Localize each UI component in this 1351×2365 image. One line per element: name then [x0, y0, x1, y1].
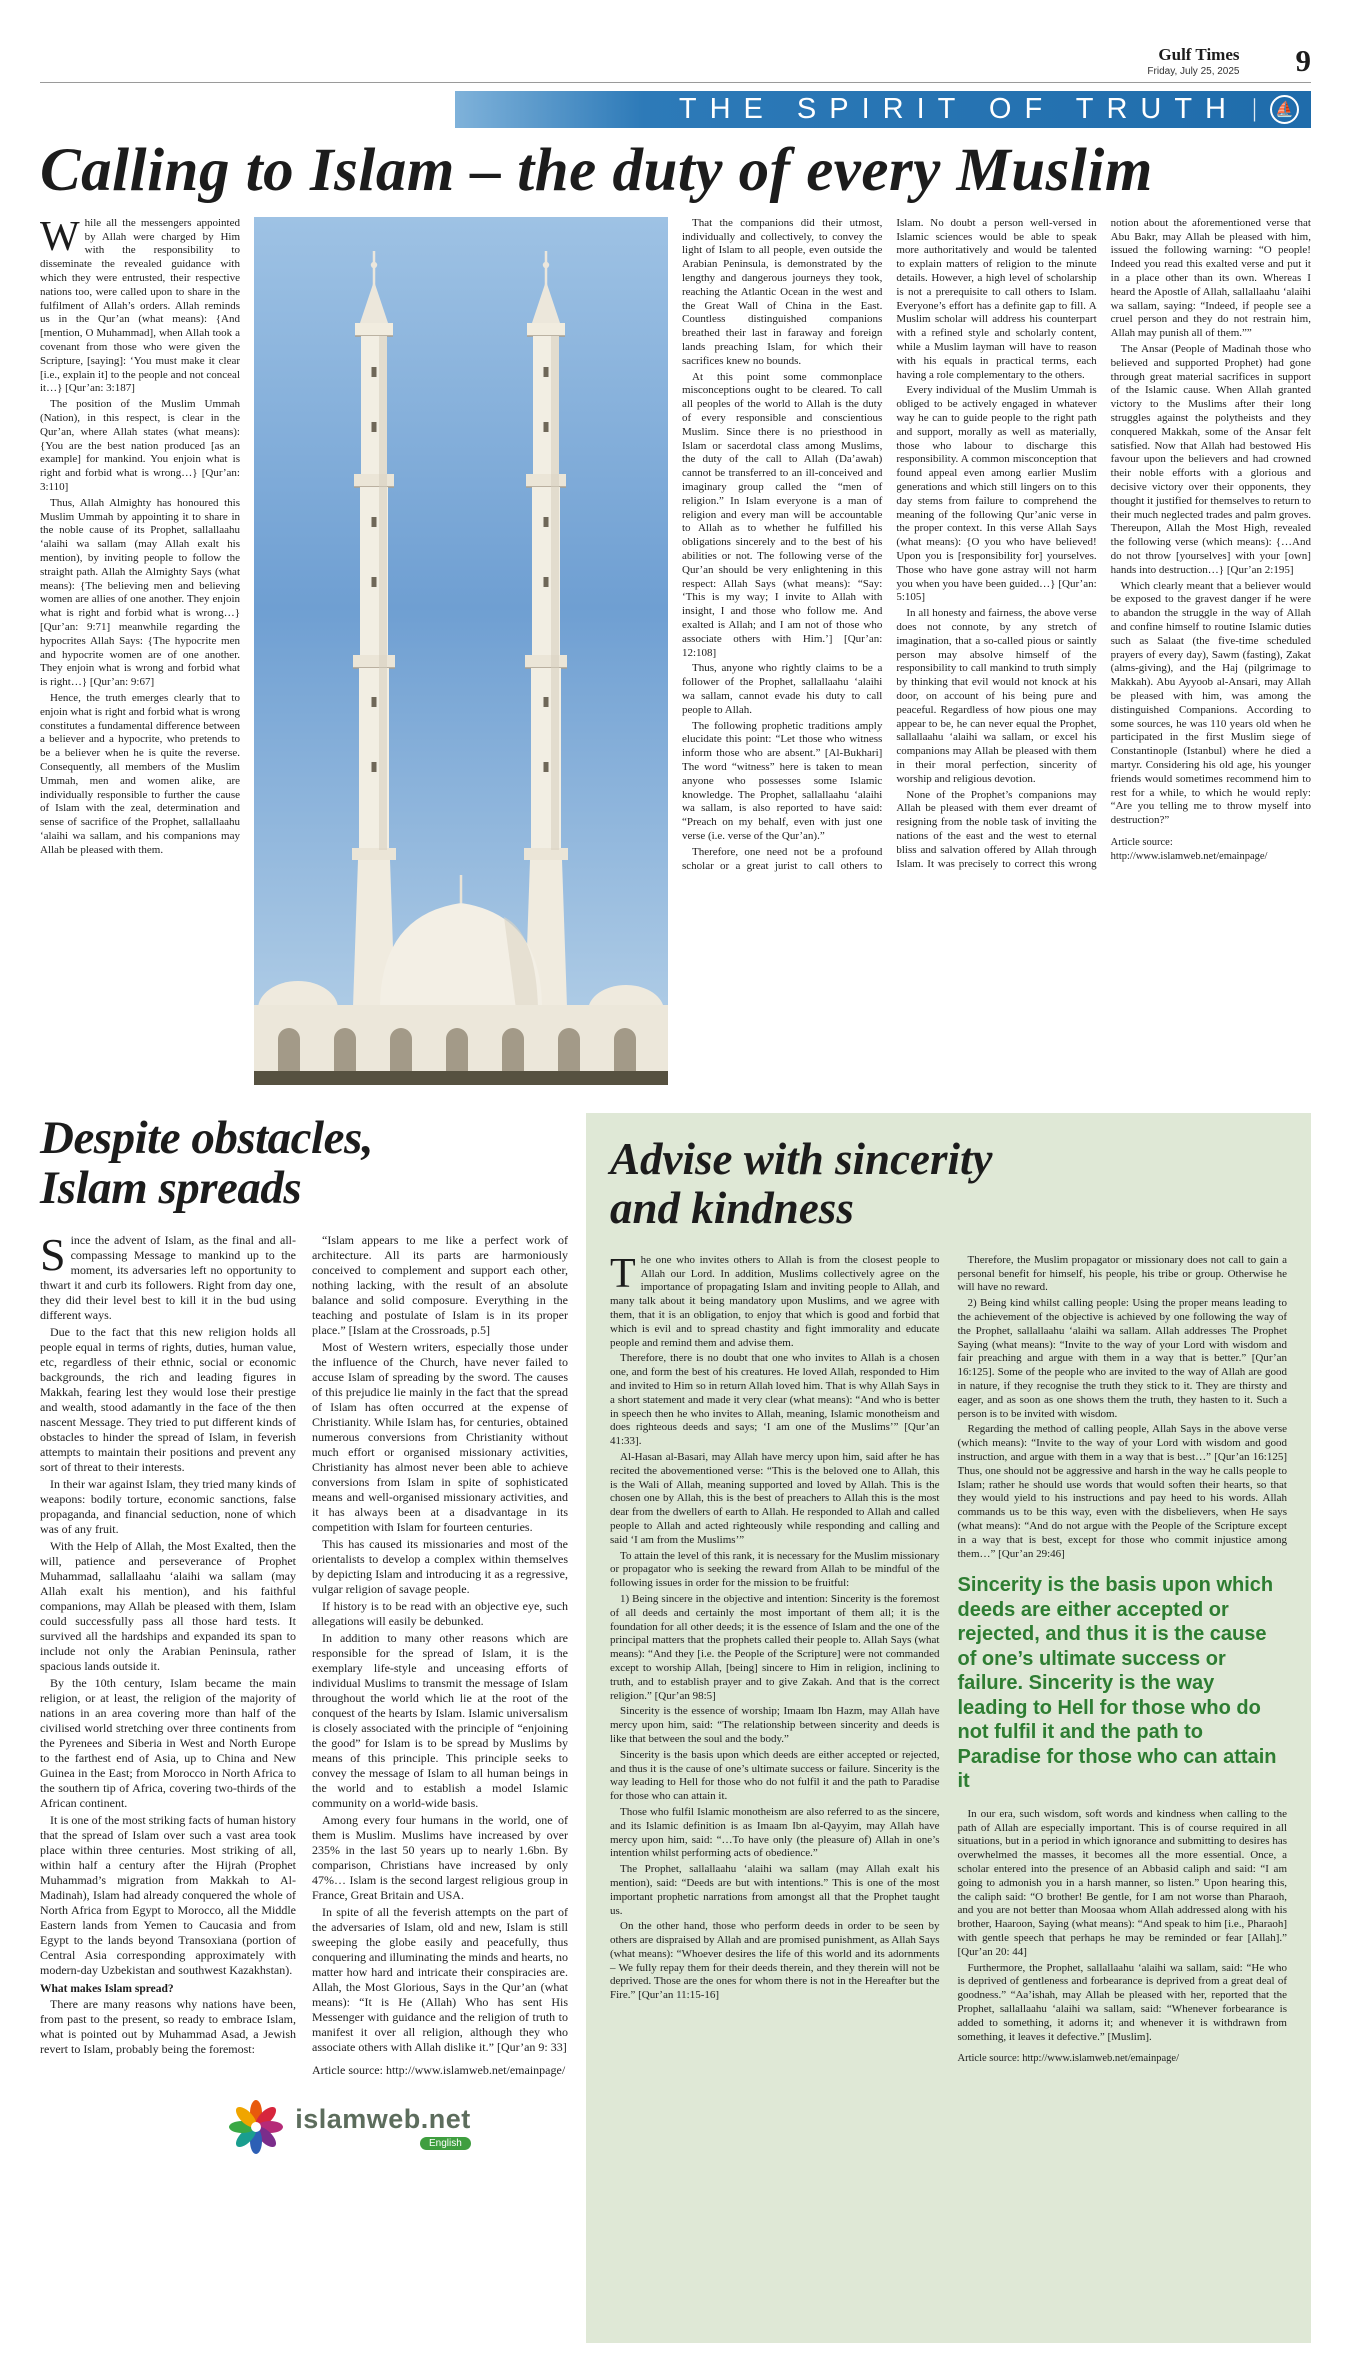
- paragraph: Therefore, there is no doubt that one who invites to Allah is a chosen one, and form the best of his creatures. He loved Allah, responded to Him and invited to Him so in return Allah loved him. That is why Allah Says in a short statement and made it very clear (what means): “And who is better in speech then he who invites to Allah, meaning, Islamic monotheism and does righteous deeds and says; ‘I am one of the Muslims’” [Qur’an 41:33].: [610, 1352, 940, 1448]
- paragraph-list: [610, 1352, 940, 2003]
- paragraph: That the companions did their utmost, individually and collectively, to convey the light of Islam to all people, even outside the Arabian Peninsula, is demonstrated by the lengthy and dangerous journeys they took, reaching the Atlantic Ocean in the west and the Great Wall of China in the East. Countless distinguished companions breathed their last in faraway and foreign lands preaching Islam, for which their sacrifices knew no bounds.: [682, 216, 883, 367]
- paragraph: In addition to many other reasons which are responsible for the spread of Islam, it is the exemplary life-style and unceasing efforts of individual Muslims to transmit the message of Islam throughout the world which lie at the root of the conquest of the hearts by Islam. Islamic universalism is closely associated with the principle of “enjoining the good” for Islam is to be spread by Muslims by means of this principle. This principle seeks to convey the message of Islam to all human beings in the world and to establish a model Islamic community on a world-wide basis.: [312, 1631, 568, 1811]
- section-title: THE SPIRIT OF TRUTH: [678, 92, 1239, 125]
- paper-date: Friday, July 25, 2025: [1147, 65, 1240, 77]
- lead-paragraph: [610, 1250, 940, 1351]
- banner-divider: |: [1251, 95, 1257, 123]
- paragraph: 1) Being sincere in the objective and intention: Sincerity is the foremost of all deeds and certainly the most important of them all; it is the foundation for all other deeds; it is the essence of Islam and the one of the principal matters that the prophets called their people to. Allah Says (what means): “And they [i.e. the People of the Scripture] were not commanded except to worship Allah, [being] sincere to Him in religion, inclining to truth, and to establish prayer and to give Zakah. And that is the correct religion.” [Qur’an 98:5]: [610, 1592, 940, 1702]
- paragraph: 2) Being kind whilst calling people: Using the proper means leading to the achievement of the objective is achieved by one following the way of the Prophet, sallallaahu ‘alaihi wa sallam. Allah addresses The Prophet Saying (what means): “Invite to the way of your Lord with wisdom and fair preaching and argue with them in a way that is better.” [Qur’an 16:125]. Some of the people who are invited to the way of Allah are good in nature, if they recognise the truth they stick to it. They are thirsty and eager, and as soon as one shows them the truth, they hasten to it. Such a person is to be invited with wisdom.: [957, 1297, 1287, 1420]
- sincerity-column-2: [958, 1254, 1288, 2068]
- sincerity-column-1: [610, 1250, 940, 2068]
- islamweb-logo: [227, 2098, 471, 2156]
- sincerity-article-panel: [586, 1113, 1311, 2343]
- masthead: [1147, 46, 1239, 77]
- paragraph: Those who fulfil Islamic monotheism are also referred to as the sincere, and its Islamic definition is as Imaam Ibn al-Qayyim, may Allah have mercy upon him, said: “…To have only (the pleasure of) Allah in one’s intention whilst performing acts of obedience.”: [610, 1805, 940, 1860]
- logo-text-block: [295, 2104, 471, 2150]
- paragraph: The Ansar (People of Madinah those who believed and supported Prophet) had gone through great material sacrifices in support of the Islamic cause. When Allah granted victory to the Muslims after their long struggles against the polytheists and they conquered Makkah, some of the Ansar felt satisfied. Now that Allah had bestowed His favour upon the believers and had crowned their noble efforts with a glorious and decisive victory over their opponents, they thought it justified for themselves to return to their much neglected trades and palm groves. Thereupon, Allah the Most High, revealed the following verse (which means): {…And do not throw [yourselves] with your [own] hands into destruction…} [Qur’an 2:195]: [1110, 343, 1311, 576]
- paragraph-list: [40, 398, 240, 857]
- banner-spacer: [40, 91, 455, 128]
- paragraph: Therefore, one need not be a profound scholar or a great jurist to call others to Islam. No doubt a person well-versed in Islamic sciences would be able to speak more authoritatively and would be talented to explain matters of religion to the minute details. However, a high level of scholarship is not a prerequisite to call others to Islam. Everyone’s effort has a definite gap to fill. A Muslim scholar will address his counterpart with a refined style and scholarly content, while a Muslim layman will have to reason with his equals in practical terms, each having a role complementary to the others.: [682, 216, 1097, 872]
- paragraph-list: [958, 1254, 1288, 1562]
- dhow-sailboat-icon: ⛵: [1270, 95, 1299, 124]
- paragraph: To attain the level of this rank, it is necessary for the Muslim missionary or propagator who is seeking the reward from Allah to be mindful of the following issues in order for the mission to be fruitful:: [610, 1549, 940, 1590]
- paragraph: In their war against Islam, they tried many kinds of weapons: bodily torture, economic sanctions, false propaganda, and financial seduction, none of which was of any fruit.: [40, 1477, 296, 1537]
- page-header: [40, 0, 1311, 83]
- paragraph: Thus, Allah Almighty has honoured this Muslim Ummah by appointing it to share in the noble cause of its Prophet, sallallaahu ‘alaihi wa sallam (may Allah exalt his mention), by inviting people to follow the straight path. Allah the Almighty Says (what means): {The believing men and believing women are allies of one another. They enjoin what is right and forbid what is wrong…} [Qur’an: 9:71] meanwhile regarding the hypocrites Allah Says: {The hypocrite men and hypocrite women are of one another. They enjoin what is wrong and forbid what is right…} [Qur’an: 9:67]: [40, 496, 240, 689]
- paragraph: Every individual of the Muslim Ummah is obliged to be actively engaged in whatever way he can to guide people to the right path and support, morally as well as materially, those who labour to discharge this responsibility. A common misconception that found appeal even among earlier Muslim generations and which still lingers on to this day stems from failure to comprehend the meaning of the following Qur’anic verse in the proper context. In this verse Allah Says (what means): {O you who have believed! Upon you is [responsibility for] yourselves. Those who have gone astray will not harm you when you have been guided…} [Qur’an: 5:105]: [896, 384, 1097, 604]
- paragraph: In our era, such wisdom, soft words and kindness when calling to the path of Allah are especially important. This is of course required in all situations, but in a period in which ignorance and submitting to desires has overwhelmed the masses, it becomes all the more essential. Once, a scholar entered into the presence of an Abbasid caliph and said: “I am going to admonish you in a harsh manner, so listen.” Upon hearing this, the caliph said: “O brother! Be gentle, for I am not worse than Pharaoh, and you are not better than Moosaa whom Allah addressed along with his brother, Haaroon, Saying (what means): “And speak to him [i.e., Pharaoh] with gentle speech that perhaps he may be reminded or fear [Allah].” [Qur’an 20: 44]: [957, 1807, 1287, 1958]
- second-article: [40, 1113, 568, 2343]
- main-article: [40, 217, 1311, 1085]
- islamweb-pinwheel-icon: [227, 2098, 285, 2156]
- sincerity-headline: Advise with sincerity and kindness: [610, 1133, 993, 1234]
- second-article-columns: [40, 1229, 568, 2078]
- paragraph: Furthermore, the Prophet, sallallaahu ‘alaihi wa sallam, said: “He who is deprived of gentleness and forbearance is deprived from a great deal of goodness.” “Aa’ishah, may Allah be pleased with her, reported that the Prophet, sallallaahu ‘alaihi wa sallam, said: “Whenever forbearance is added to something, it adorns it; and whenever it is withdrawn from something, it leaves it defective.” [Muslim].: [957, 1961, 1287, 2043]
- mosque-minarets-photo: [254, 217, 668, 1085]
- page-number: 9: [1295, 43, 1311, 78]
- paragraph: Thus, anyone who rightly claims to be a follower of the Prophet, sallallaahu ‘alaihi wa sallam, cannot evade his duty to call people to Allah.: [682, 662, 883, 716]
- lead-paragraph: [40, 1229, 296, 1323]
- paragraph: With the Help of Allah, the Most Exalted, then the will, patience and perseverance of Prophet Muhammad, sallallaahu ‘alaihi wa sallam (may Allah exalt his mention), and his faithful companions, may Allah be pleased with them, Islam could successfully pass all those hard tests. It survived all the hardships and expanded its span to include not only the Arabian Peninsula, rather spacious lands outside it.: [40, 1539, 296, 1674]
- main-headline: Calling to Islam – the duty of every Muslim: [40, 136, 1153, 204]
- paragraph-list: [40, 1325, 296, 1978]
- second-headline: Despite obstacles, Islam spreads: [40, 1111, 373, 1215]
- subhead: What makes Islam spread?: [40, 1983, 174, 1996]
- paragraph: There are many reasons why nations have been, from past to the present, so ready to embrace Islam, what is pointed out by Muhammad Asad, a Jewish revert to Islam, probably being the foremost:: [40, 1997, 296, 2057]
- drop-cap: T: [610, 1250, 636, 1297]
- lead-paragraph: [40, 217, 240, 396]
- paragraph: At this point some commonplace misconceptions ought to be cleared. To call all peoples of the world to Allah is the duty of every responsible and conscientious Muslim. Since there is no priesthood in Islam or sacerdotal class among Muslims, the duty of the call to Allah (Da’awah) cannot be transferred to an ill-conceived and imaginary group called the “men of religion.” In Islam everyone is a man of religion and every man will be accountable to Allah as to whether he fulfilled his obligations sincerely and to the best of his abilities or not. The following verse of the Qur’an should be very enlightening in this respect: Allah Says (what means): “Say: ‘This is my way; I invite to Allah with insight, I and those who follow me. And exalted is Allah; and I am not of those who associate others with Him.’] [Qur’an: 12:108]: [682, 370, 883, 659]
- paragraph: Due to the fact that this new religion holds all people equal in terms of rights, duties, human value, etc, regardless of their ethnic, social or economic backgrounds, the rich and leading figures in Makkah, fearing lest they would lose their prestige and wealth, stood adamantly in the face of the then nascent Message. They tried to put different kinds of obstacles to hinder the spread of Islam, in feverish attempts to maintain their positions and prevent any sort of threat to their interests.: [40, 1325, 296, 1475]
- paragraph: The Prophet, sallallaahu ‘alaihi wa sallam (may Allah exalt his mention), said: “Deeds are but with intentions.” This is one of the most important prophetic narrations from amongst all that the Prophet taught us.: [610, 1863, 940, 1917]
- logo-row: [40, 2098, 568, 2156]
- lead-text: he one who invites others to Allah is from the closest people to Allah our Lord. In addition, Muslims collectively agree on the importance of propagating Islam and inviting people to Allah, and many talk about it being mandatory upon Muslims, and we agree with them, that it is an obligation, to enjoy that which is good and forbid that which is evil and to spread chastity and fight immorality and educate people and remind them and advise them.: [610, 1253, 940, 1349]
- paragraph: Al-Hasan al-Basari, may Allah have mercy upon him, said after he has recited the abovementioned verse: “This is the beloved one to Allah, this is the Wali of Allah, meaning supported and loved by Allah. This is the chosen one by Allah, this is the best of preachers to Allah this is the most dear from the dwellers of earth to Allah. He responded to Allah and called people to Allah and acted righteously while responding and calling and said ‘I am from the Muslims’”: [610, 1451, 940, 1546]
- paragraph: In spite of all the feverish attempts on the part of the adversaries of Islam, old and new, Islam is still sweeping the globe easily and peacefully, thus conquering and illuminating the minds and hearts, no matter how hard and intricate their conspiracies are. Allah, the Most Glorious, Says in the Qur’an (what means): “It is He (Allah) Who has sent His Messenger with guidance and the religion of truth to manifest it over all religion, although they who associate others with Allah dislike it.” [Qur’an 9: 33]: [312, 1905, 568, 2055]
- paragraph: Therefore, the Muslim propagator or missionary does not call to gain a personal benefit for himself, his people, his tribe or group. Otherwise he will have no reward.: [957, 1253, 1287, 1294]
- lead-text: hile all the messengers appointed by Allah were charged by Him with the responsibility to disseminate the revealed guidance with which they were entrusted, their respective nations too, were called upon to share in the fulfilment of Allah’s orders. Allah reminds us in the Qur’an (what means): {And [mention, O Muhammad], when Allah took a covenant from those who were given the Scripture, [saying]: ‘You must make it clear [i.e., explain it] to the people and not conceal it…} [Qur’an: 3:187]: [40, 216, 240, 395]
- section-banner-row: [40, 91, 1311, 128]
- paragraph: It is one of the most striking facts of human history that the spread of Islam over such a vast area took place within three centuries. Most striking of all, within half a century after the Hijrah (Prophet Muhammad’s migration from Makkah to Al-Madinah), Islam had already conquered the whole of North Africa from Egypt to Morocco, all the Middle Eastern lands from Yemen to Caucasia and from Egypt to the lands beyond Transoxiana (portion of Central Asia corresponding approximately with modern-day Uzbekistan and southwest Kazakhstan).: [40, 1813, 296, 1978]
- article-source: Article source: http://www.islamweb.net/emainpage/: [957, 2053, 1180, 2065]
- sincerity-article-columns: [610, 1250, 1287, 2068]
- section-banner: [455, 91, 1311, 128]
- paragraph: This has caused its missionaries and most of the orientalists to develop a complex within themselves by depicting Islam and introducing it as a regressive, vulgar religion of savage people.: [312, 1537, 568, 1597]
- article-source: Article source: http://www.islamweb.net/emainpage/: [1110, 836, 1268, 862]
- paragraph: If history is to be read with an objective eye, such allegations will easily be debunked.: [312, 1599, 568, 1629]
- paragraph: By the 10th century, Islam became the main religion, or at least, the religion of the majority of nations in an area covering more than half of the civilised world stretching over three continents from the Pyrenees and Siberia in West and North Europe to the farthest end of Asia, up to China and New Guinea in the East; from Morocco in North Africa to the southern tip of Africa, covering two-thirds of the African continent.: [40, 1676, 296, 1811]
- paragraph: The position of the Muslim Ummah (Nation), in this respect, is clear in the Qur’an, where Allah states (what means): {You are the best nation produced [as an example] for mankind. You enjoin what is right and forbid what is wrong…} [Qur’an: 3:110]: [40, 398, 240, 493]
- paragraph: Sincerity is the basis upon which deeds are either accepted or rejected, and thus it is the cause of one’s ultimate success or failure. Sincerity is the way leading to Hell for those who do not fulfil it and the path to Paradise for those who can attain it.: [610, 1748, 940, 1803]
- paragraph-list: [682, 217, 1311, 873]
- paragraph: On the other hand, those who perform deeds in order to be seen by others are dispraised by Allah and are promised punishment, as Allah Says (what means): “Whoever desires the life of this world and its adornments – We fully repay them for their deeds therein, and they therein will not be deprived. Those are the ones for whom there is not in the Hereafter but the Fire.” [Qur’an 11:15-16]: [610, 1920, 940, 2002]
- paragraph: “Islam appears to me like a perfect work of architecture. All its parts are harmoniously conceived to complement and support each other, nothing lacking, with the result of an absolute balance and solid composure. Everything in the teaching and postulate of Islam is in its proper place.” [Islam at the Crossroads, p.5]: [312, 1233, 568, 1338]
- paragraph: Among every four humans in the world, one of them is Muslim. Muslims have increased by over 235% in the last 50 years up to nearly 1.6bn. By comparison, Christians have increased by only 47%… Islam is the second largest religious group in France, Great Britain and USA.: [312, 1813, 568, 1903]
- paper-name: Gulf Times: [1158, 45, 1240, 64]
- main-article-columns: [682, 217, 1311, 1085]
- main-article-column-1: [40, 217, 240, 1085]
- drop-cap: W: [40, 216, 80, 260]
- logo-language-badge: English: [420, 2137, 471, 2150]
- drop-cap: S: [40, 1229, 66, 1281]
- paragraph: The following prophetic traditions amply elucidate this point: “Let those who witness inform those who are absent.” [Al-Bukhari] The word “witness” here is taken to mean anyone who possesses some Islamic knowledge. The Prophet, sallallaahu ‘alaihi wa sallam, is also reported to have said: “Preach on my behalf, even with just one verse (i.e. verse of the Qur’an).”: [682, 719, 883, 842]
- pull-quote: Sincerity is the basis upon which deeds are either accepted or rejected, and thus it is the cause of one’s ultimate success or failure. Sincerity is the way leading to Hell for those who do not fulfil it and the path to Paradise for those who can attain it: [957, 1574, 1277, 1793]
- paragraph: In all honesty and fairness, the above verse does not connote, by any stretch of imagination, that a so-called pious or saintly person may absolve himself of the responsibility to call mankind to truth simply by thinking that evil would not knock at his door, on account of his being pure and peaceful. Regardless of how pious one may appear to be, he can never equal the Prophet, sallallaahu ‘alaihi wa sallam, or excel his companions may Allah be pleased with them in their moral perfection, sincerity of worship and religious devotion.: [896, 607, 1097, 785]
- paragraph: Which clearly meant that a believer would be exposed to the gravest danger if he were to abandon the struggle in the way of Allah and confine himself to routine Islamic duties such as Salaat (the five-time scheduled prayers of every day), Sawm (fasting), Zakat (alms-giving), and the Haj (pilgrimage to Makkah). Abu Ayyoob al-Ansari, may Allah be pleased with him, was among the distinguished Companions. According to some sources, he was 110 years old when he participated in the first Muslim siege of Constantinople (Istanbul) where he died a martyr. Considering his old age, his younger friends would sometimes recommend him to rest for a while, to which he would reply: “Are you telling me to throw myself into destruction?”: [1110, 579, 1311, 827]
- logo-brand: islamweb.net: [295, 2104, 471, 2135]
- lead-text: ince the advent of Islam, as the final and all-compassing Message to mankind up to the moment, its adversaries left no opportunity to thwart it and curb its followers. Right from day one, they did their level best to kill it in the bud using different ways.: [40, 1233, 296, 1323]
- paragraph: Sincerity is the essence of worship; Imaam Ibn Hazm, may Allah have mercy upon him, said: “The relationship between sincerity and deeds is like that between the soul and the body.”: [610, 1705, 940, 1745]
- paragraph: Hence, the truth emerges clearly that to enjoin what is right and forbid what is wrong constitutes a fundamental difference between a believer and a hypocrite, who pretends to be a believer when he is quite the reverse. Consequently, all members of the Muslim Ummah, men and women alike, are individually responsible to further the cause of Islam with the zeal, determination and sense of sacrifice of the Prophet, sallallaahu ‘alaihi wa sallam, and his companions may Allah be pleased with them.: [40, 691, 240, 856]
- paragraph: Regarding the method of calling people, Allah Says in the above verse (which means): “Invite to the way of your Lord with wisdom and good instruction, and argue with them in a way that is best…” [Qur’an 16:125] Thus, one should not be aggressive and harsh in the way he calls people to Islam; rather he should use words that would soften their hearts, so that they would yield to his instructions and pay heed to his words. Allah commands us to be this way, even with the disbelievers, when He says (what means): “And do not argue with the People of the Scripture except in a way that is best, except for those who commit injustice among them…” [Qur’an 29:46]: [957, 1423, 1287, 1560]
- paragraph: None of the Prophet’s companions may Allah be pleased with them ever dreamt of resigning from the noble task of inviting the nations of the east and the west to eternal bliss and salvation offered by Allah through Islam. It was precisely to correct this wrong notion about the aforementioned verse that Abu Bakr, may Allah be pleased with him, issued the following warning: “O people! Indeed you read this exalted verse and put it in a place other than its own. Whereas I heard the Apostle of Allah, sallallaahu ‘alaihi wa sallam, saying: “Indeed, if people see a cruel person and they do not restrain him, Allah may punish all of them.””: [896, 216, 1311, 870]
- paragraph: Most of Western writers, especially those under the influence of the Church, have never failed to accuse Islam of spreading by the sword. The causes of this prejudice lie mainly in the fact that the spread of Islam has often occurred at the expense of Christianity. While Islam has, for centuries, obtained numerous conversions from Christianity without much effort or organised missionary activities, Christianity has almost never been able to achieve conversions from Islam in spite of sophisticated means and well-organised missionary activities, and it has always been at a disadvantage in its competition with Islam for fourteen centuries.: [312, 1340, 568, 1535]
- lower-section: [40, 1113, 1311, 2343]
- article-source: Article source: http://www.islamweb.net/emainpage/: [312, 2063, 566, 2078]
- paragraph-list: [958, 1808, 1288, 2045]
- mosque-photo-graphic: [254, 217, 668, 1085]
